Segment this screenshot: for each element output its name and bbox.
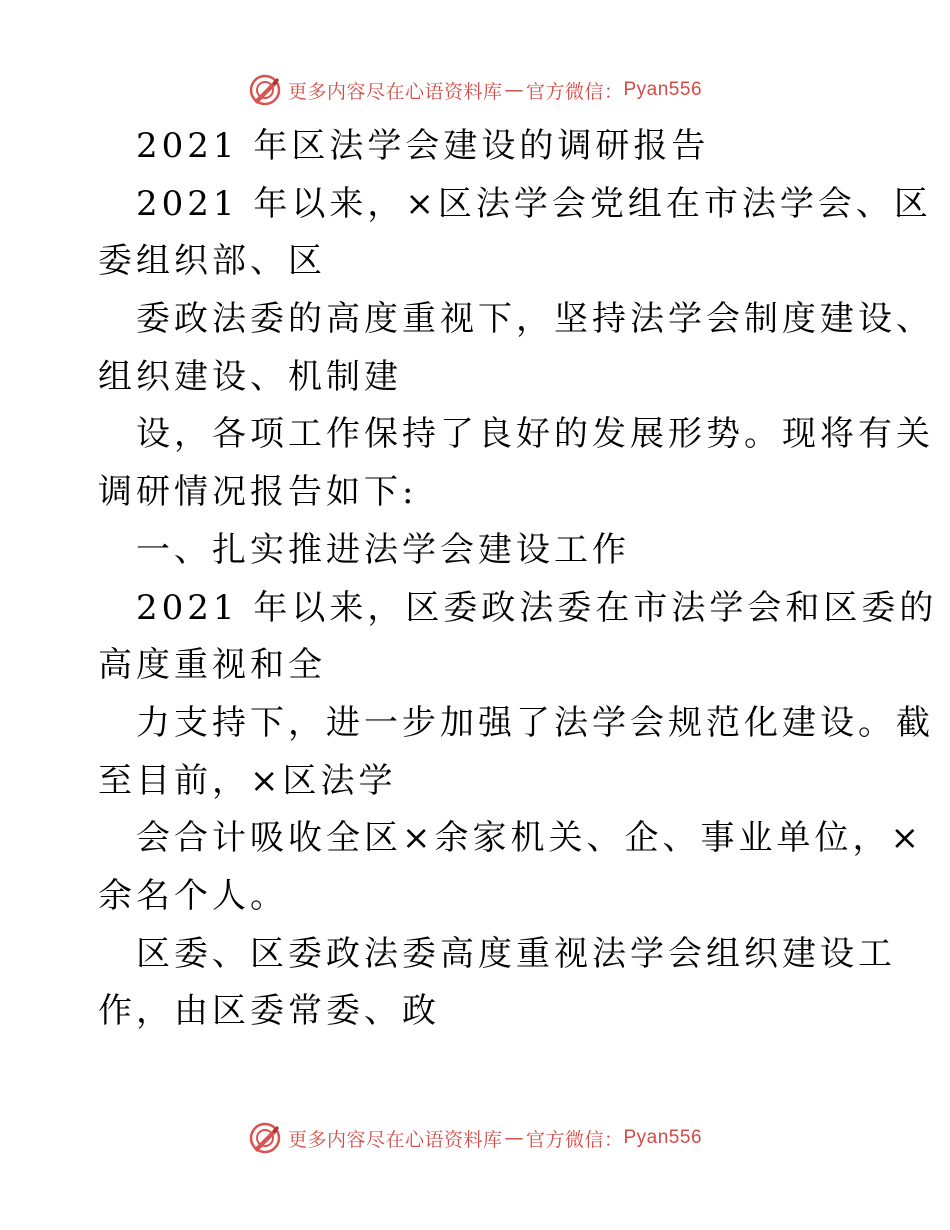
pen-logo-icon (248, 1121, 282, 1155)
pen-logo-icon (248, 73, 282, 107)
paragraph-line: 调研情况报告如下: (98, 472, 418, 513)
paragraph-line: 2021 年以来，区委政法委在市法学会和区委的 (136, 587, 938, 628)
watermark-text: 更多内容尽在心语资料库 (287, 1128, 503, 1151)
paragraph-line: 设，各项工作保持了良好的发展形势。现将有关 (136, 414, 934, 455)
paragraph-line: 组织建设、机制建 (98, 356, 402, 397)
paragraph-line: 2021 年以来，×区法学会党组在市法学会、区 (136, 183, 932, 224)
paragraph-line: 会合计吸收全区×余家机关、企、事业单位，× (136, 818, 923, 859)
watermark-dash: — (504, 1127, 524, 1149)
paragraph-line: 委组织部、区 (98, 241, 326, 282)
footer-watermark (0, 1118, 950, 1158)
paragraph-line: 作，由区委常委、政 (98, 991, 440, 1032)
watermark-wechat-id: Pyan556 (623, 1127, 703, 1148)
section-heading: 一、扎实推进法学会建设工作 (136, 529, 630, 570)
paragraph-line: 力支持下，进一步加强了法学会规范化建设。截 (136, 702, 934, 743)
paragraph-line: 委政法委的高度重视下，坚持法学会制度建设、 (136, 299, 934, 340)
watermark-wechat-id: Pyan556 (623, 79, 703, 100)
watermark-wechat-label: 官方微信： (525, 80, 624, 103)
document-body (98, 118, 938, 1041)
paragraph-line: 区委、区委政法委高度重视法学会组织建设工 (136, 933, 896, 974)
document-title: 2021 年区法学会建设的调研报告 (136, 126, 710, 166)
watermark-dash: — (504, 79, 524, 101)
watermark-wechat-label: 官方微信： (525, 1128, 624, 1151)
watermark-text: 更多内容尽在心语资料库 (287, 80, 503, 103)
paragraph-line: 至目前，×区法学 (98, 760, 397, 801)
paragraph-line: 高度重视和全 (98, 645, 326, 686)
header-watermark (0, 70, 950, 110)
paragraph-line: 余名个人。 (98, 875, 288, 916)
